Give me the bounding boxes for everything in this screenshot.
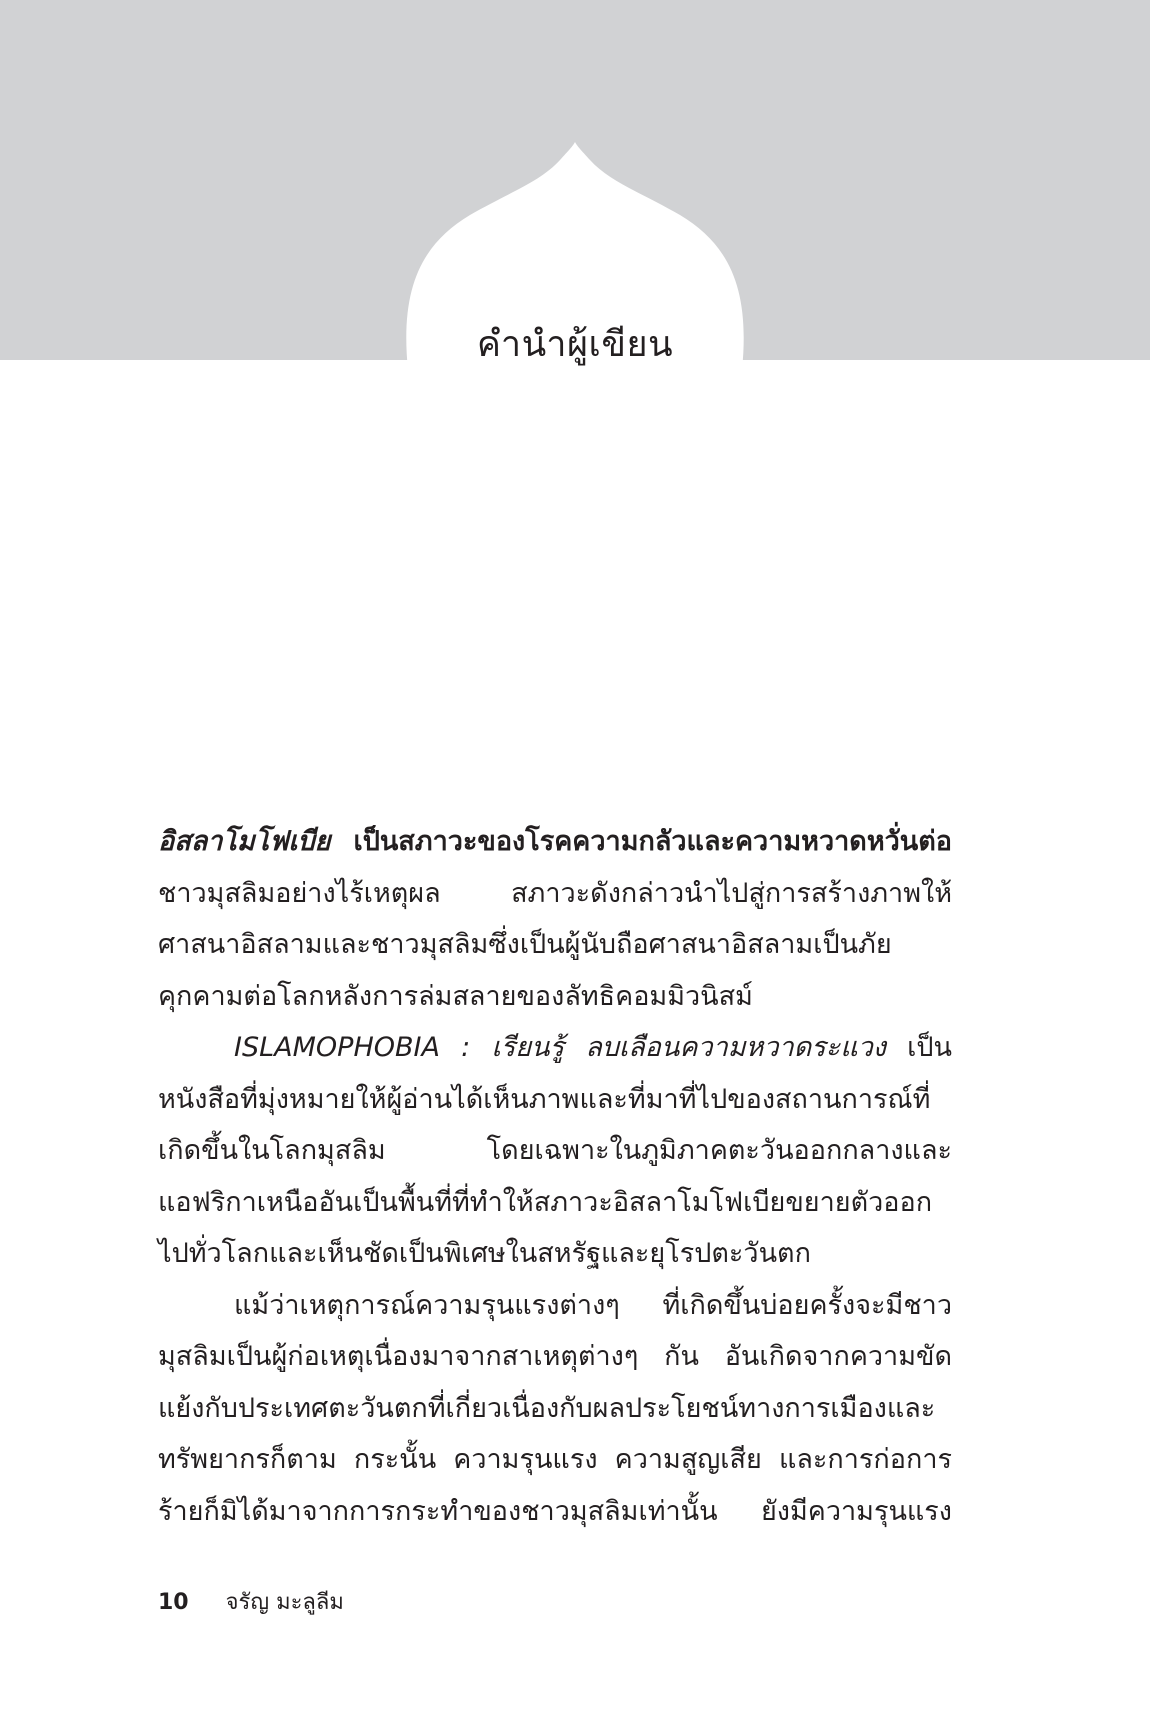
lead-term: อิสลาโมโฟเบีย	[158, 826, 331, 857]
paragraph-3	[158, 1280, 952, 1538]
paragraph-3-text: แม้ว่าเหตุการณ์ความรุนแรงต่างๆ ที่เกิดขึ้นบ่อยครั้งจะมีชาวมุสลิมเป็นผู้ก่อเหตุเนื่องมาจากสาเหตุต่างๆ กัน อันเกิดจากความขัดแย้งกับประเทศตะวันตกที่เกี่ยวเนื่องกับผลประโยชน์ทางการเมืองและทรัพยากรก็ตาม กระนั้น ความรุนแรง ความสูญเสีย และการก่อการร้ายก็มิได้มาจากการกระทำของชาวมุสลิมเท่านั้น ยังมีความรุนแรง	[158, 1289, 952, 1527]
body-text	[158, 816, 952, 1537]
dome-arch-ornament	[0, 0, 1150, 370]
paragraph-2	[158, 1022, 952, 1280]
paragraph-1-text: ชาวมุสลิมอย่างไร้เหตุผล สภาวะดังกล่าวนำไปสู่การสร้างภาพให้ศาสนาอิสลามและชาวมุสลิมซึ่งเป็นผู้นับถือศาสนาอิสลามเป็นภัยคุกคามต่อโลกหลังการล่มสลายของลัทธิคอมมิวนิสม์	[158, 877, 952, 1012]
chapter-title: คำนำผู้เขียน	[476, 324, 674, 365]
page-number: 10	[158, 1590, 189, 1615]
author-name: จรัญ มะลูลีม	[225, 1590, 344, 1615]
page-footer	[158, 1588, 344, 1618]
paragraph-2-text: เป็นหนังสือที่มุ่งหมายให้ผู้อ่านได้เห็นภาพและที่มาที่ไปของสถานการณ์ที่เกิดขึ้นในโลกมุสลิม โดยเฉพาะในภูมิภาคตะวันออกกลางและแอฟริกาเหนืออันเป็นพื้นที่ที่ทำให้สภาวะอิสลาโมโฟเบียขยายตัวออกไปทั่วโลกและเห็นชัดเป็นพิเศษในสหรัฐและยุโรปตะวันตก	[158, 1032, 952, 1269]
book-title: ISLAMOPHOBIA : เรียนรู้ ลบเลือนความหวาดระแวง	[234, 1032, 886, 1063]
paragraph-1	[158, 816, 952, 1022]
lead-sentence: เป็นสภาวะของโรคความกลัวและความหวาดหวั่นต่อ	[330, 826, 952, 857]
